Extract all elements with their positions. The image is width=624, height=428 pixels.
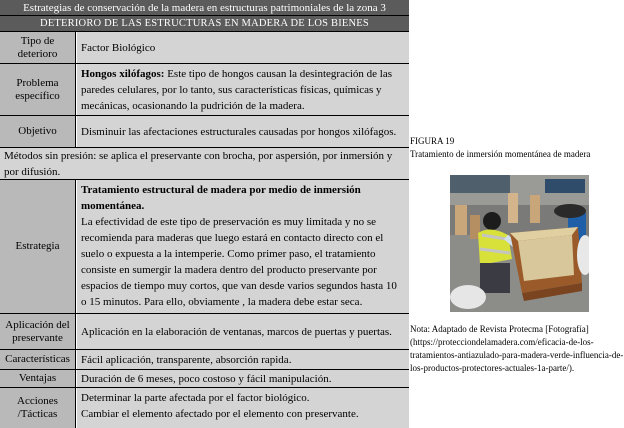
label-tipo: Tipo de deterioro — [0, 32, 76, 63]
row-ventajas — [0, 370, 409, 388]
label-aplicacion: Aplicación del preservante — [0, 314, 76, 349]
row-caracteristicas — [0, 350, 409, 370]
figure-number: FIGURA 19 — [410, 136, 455, 146]
row-aplicacion — [0, 314, 409, 350]
row-problema — [0, 64, 409, 116]
acciones-line-1: Determinar la parte afectada por el factor biológico. — [81, 392, 310, 404]
value-acciones — [77, 388, 409, 428]
figure-source-note: Nota: Adaptado de Revista Protecma [Fotografía] (https://protecciondelamadera.com/eficacia-de-los-tratamientos-antiazulado-para-madera-verde-influencia-de-los-productos-protectores-actuales-1a-parte/). — [410, 324, 624, 373]
figure-photo — [450, 175, 589, 312]
value-problema — [77, 64, 409, 115]
label-estrategia: Estrategia — [0, 180, 76, 313]
label-acciones: Acciones /Tácticas — [0, 388, 76, 428]
row-estrategia — [0, 180, 409, 314]
problema-bold: Hongos xilófagos: — [81, 68, 165, 80]
row-objetivo — [0, 116, 409, 148]
immersion-photo-illustration — [450, 175, 589, 312]
row-acciones — [0, 388, 409, 428]
problema-text: Este tipo de hongos causan la desintegración de las paredes celulares, por lo tanto, sus características físicas, químicas y mecánicas, ocasionando la pudrición de la madera. — [81, 68, 393, 112]
estrategia-bold: Tratamiento estructural de madera por medio de inmersión momentánea. — [81, 184, 361, 212]
row-metodos: Métodos sin presión: se aplica el preservante con brocha, por aspersión, por inmersión y por difusión. — [0, 148, 409, 180]
value-objetivo: Disminuir las afectaciones estructurales causadas por hongos xilófagos. — [77, 116, 409, 147]
table-subtitle: DETERIORO DE LAS ESTRUCTURAS EN MADERA DE LOS BIENES — [0, 16, 409, 32]
value-tipo: Factor Biológico — [77, 32, 409, 63]
value-estrategia — [77, 180, 409, 313]
value-caracteristicas: Fácil aplicación, transparente, absorción rapida. — [77, 350, 409, 369]
value-aplicacion: Aplicación en la elaboración de ventanas, marcos de puertas y puertas. — [77, 314, 409, 349]
label-caracteristicas: Características — [0, 350, 76, 369]
label-problema: Problema específico — [0, 64, 76, 115]
estrategia-text: La efectividad de este tipo de preservación es muy limitada y no se recomienda para maderas que luego estará en contacto directo con el suelo o expuesta a la intemperie. Como primer paso, el tratamiento consiste en sumergir la madera dentro del producto preservante por espacios de tiempo muy cortos, que van desde varios segundos hasta 10 o 15 minutos. Para ello, obviamente , la madera debe estar seca. — [81, 216, 397, 308]
label-ventajas: Ventajas — [0, 370, 76, 387]
row-tipo — [0, 32, 409, 64]
figure-caption: Tratamiento de inmersión momentánea de madera — [410, 149, 591, 159]
table-title: Estrategias de conservación de la madera en estructuras patrimoniales de la zona 3 — [0, 0, 409, 16]
acciones-line-2: Cambiar el elemento afectado por el elemento con preservante. — [81, 408, 359, 420]
label-objetivo: Objetivo — [0, 116, 76, 147]
value-ventajas: Duración de 6 meses, poco costoso y fácil manipulación. — [77, 370, 409, 387]
